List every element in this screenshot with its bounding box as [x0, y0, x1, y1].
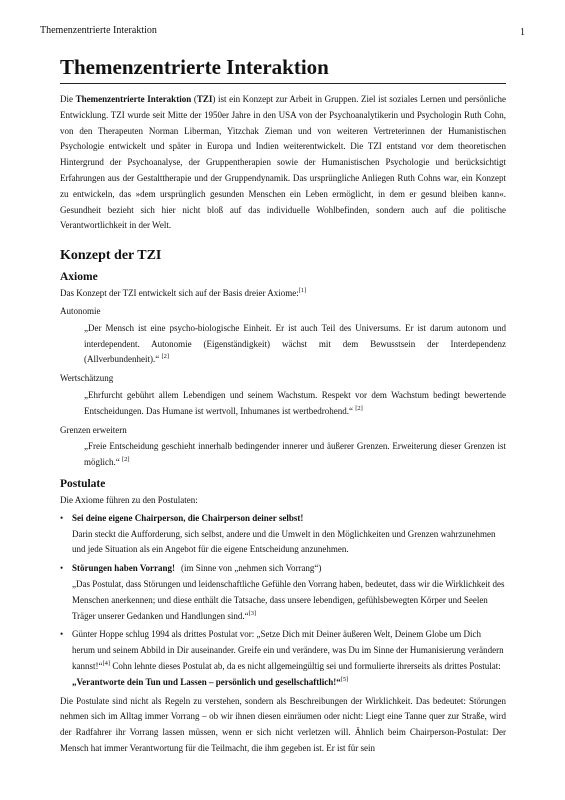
postulate-list [60, 511, 506, 691]
bullet-icon: • [60, 563, 64, 574]
intro-text-2: ( [191, 94, 197, 104]
postulate-title: Störungen haben Vorrang! [72, 563, 176, 574]
axiom-label-grenzen: Grenzen erweitern [60, 424, 127, 435]
intro-text-1: Die [60, 94, 76, 104]
axiome-intro-text: Das Konzept der TZI entwickelt sich auf der Basis dreier Axiome: [60, 288, 299, 299]
footnote-ref[interactable]: [3] [248, 609, 257, 617]
axiom-quote-text: „Freie Entscheidung geschieht innerhalb bedingender innerer und äußerer Grenzen. Erweiterung dieser Grenzen ist möglich.“ [84, 441, 506, 468]
postulate-text: Günter Hoppe schlug 1994 als drittes Postulat vor: „Setze Dich mit Deiner äußeren Welt, Deinem Globe um Dich herum und seinem Abbild in Dir auseinander. Greife ein und verändere, was Du im Sinne der Humanisierung verändern kannst!“ [72, 629, 504, 671]
axiom-quote-wertschaetzung [84, 388, 506, 420]
subsection-heading-postulate: Postulate [60, 477, 106, 490]
postulate-closing-paragraph: Die Postulate sind nicht als Regeln zu verstehen, sondern als Beschreibungen der Wirklichkeit. Das bedeutet: Störungen nehmen sich im Alltag immer Vorrang – ob wir ihnen diesen einräumen oder nicht: Liegt eine Tanne quer zur Straße, wird der Radfahrer ihr Vorrang lassen müssen, wenn er sich nicht verletzen will. Ähnlich beim Chairperson-Postulat: Der Mensch hat immer Verantwortung für die Teilmacht, die ihm gegeben ist. Er ist für sein [60, 695, 506, 753]
list-item [60, 561, 506, 624]
page-number: 1 [520, 27, 525, 38]
axiom-quote-text: „Ehrfurcht gebührt allem Lebendigen und seinem Wachstum. Respekt vor dem Wachstum bedingt bewertende Entscheidungen. Das Humane ist wertvoll, Inhumanes ist wertbedrohend.“ [84, 389, 506, 416]
postulate-title: Sei deine eigene Chairperson, die Chairperson deiner selbst! [72, 512, 304, 523]
article-body [60, 55, 506, 757]
postulate-emphasis: „Verantworte dein Tun und Lassen – persönlich und gesellschaftlich!“ [72, 676, 341, 687]
footnote-ref[interactable]: [2] [122, 456, 130, 464]
section-heading-konzept: Konzept der TZI [60, 248, 162, 264]
footnote-ref[interactable]: [2] [355, 404, 363, 412]
subsection-heading-axiome: Axiome [60, 271, 98, 284]
axiom-quote-autonomie [84, 321, 506, 368]
intro-paragraph [60, 92, 506, 234]
bullet-icon: • [60, 629, 64, 640]
axiome-intro [60, 286, 506, 302]
axiom-quote-grenzen [84, 439, 506, 471]
footnote-ref[interactable]: [5] [340, 675, 349, 683]
bullet-icon: • [60, 512, 64, 523]
running-header-title: Themenzentrierte Interaktion [40, 25, 157, 36]
intro-term: Themenzentrierte Interaktion [75, 94, 192, 104]
footnote-ref[interactable]: [4] [102, 659, 111, 667]
intro-text-3: ) ist ein Konzept zur Arbeit in Gruppen. Ziel ist soziales Lernen und persönliche Entwicklung. TZI wurde seit Mitte der 1950er Jahre in den USA von der Psychoanalytikerin und Psychologin Ruth Cohn, von den Therapeuten Norman Liberman, Yitzchak Zieman und von weiteren Vertreterinnen der Humanistischen Psychologie entwickelt und später in Europa und Indien weiterentwickelt. Die TZI entstand vor dem theoretischen Hintergrund der Psychoanalyse, der Gruppentherapien sowie der Humanistischen Psychologie und berücksichtigt Erfahrungen aus der Gestalttherapie und der Gruppendynamik. Das ursprüngliche Anliegen Ruth Cohns war, ein Konzept zu entwickeln, das »dem ursprünglich gesunden Menschen ein Leben ermöglicht, in dem er gesund bleiben kann«. Gesundheit bezieht sich hier nicht bloß auf das individuelle Wohlbefinden, sondern auch auf die politische Verantwortlichkeit in der Welt. [60, 94, 506, 231]
axiom-label-wertschaetzung: Wertschätzung [60, 373, 114, 384]
postulate-body: „Das Postulat, dass Störungen und leidenschaftliche Gefühle den Vorrang haben, bedeutet, dass wir die Wirklichkeit des Menschen anerkennen; und diese enthält die Tatsache, dass unsere lebendigen, gefühlsbewegten Körper und Seelen Träger unserer Gedanken und Handlungen sind.“ [72, 578, 505, 621]
postulate-note: (im Sinne von „nehmen sich Vorrang“) [181, 563, 322, 574]
axiom-label-autonomie: Autonomie [60, 305, 101, 316]
postulate-intro: Die Axiome führen zu den Postulaten: [60, 494, 198, 505]
footnote-ref[interactable]: [2] [161, 353, 170, 361]
footnote-ref[interactable]: [1] [298, 287, 307, 295]
list-item [60, 627, 506, 690]
postulate-body: Darin steckt die Aufforderung, sich selbst, andere und die Umwelt in den Möglichkeiten und Grenzen wahrzunehmen und jede Situation als ein Angebot für die eigene Entscheidung anzunehmen. [72, 528, 496, 555]
intro-abbr: TZI [196, 94, 213, 104]
axiom-quote-text: „Der Mensch ist eine psycho-biologische Einheit. Er ist auch Teil des Universums. Er ist darum autonom und interdependent. Autonomie (Eigenständigkeit) wächst mit dem Bewusstsein der Interdependenz (Allverbundenheit).“ [84, 322, 506, 365]
list-item [60, 511, 506, 558]
article-title: Themenzentrierte Interaktion [60, 55, 506, 84]
postulate-text: Cohn lehnte dieses Postulat ab, da es nicht allgemeingültig sei und formulierte ihrerseits als drittes Postulat: [110, 660, 501, 671]
